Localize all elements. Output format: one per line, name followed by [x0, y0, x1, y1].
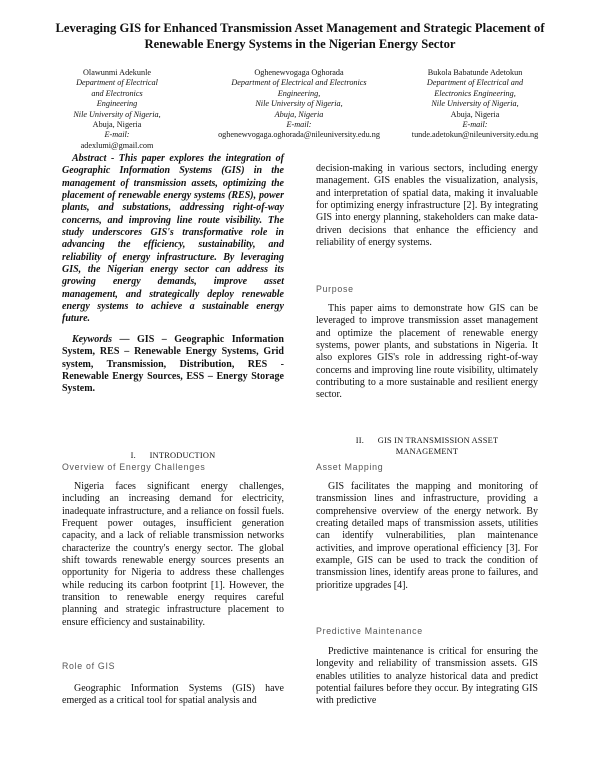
author-affiliation-line: Nile University of Nigeria, [73, 109, 161, 119]
section-heading-line: MANAGEMENT [395, 446, 459, 456]
author-affiliation-line: Engineering, [277, 88, 321, 98]
author-affiliation-line: Department of Electrical and [426, 78, 524, 88]
author-affiliation-line: Nile University of Nigeria, [255, 99, 343, 109]
author-name: Olawunmi Adekunle [83, 68, 151, 77]
author-name: Oghenewvogaga Oghorada [254, 68, 344, 77]
body-text: Predictive maintenance is critical for ensuring the longevity and reliability of transmission assets. GIS enables utilities to analyze historical data and predict potential failures before they occur. By integrating GIS with predictive [316, 646, 538, 707]
author-email-label: E-mail: [462, 120, 488, 130]
author-block-2 [186, 68, 412, 141]
keywords-paragraph [62, 334, 284, 396]
section-heading-introduction: I. INTRODUCTION [130, 451, 216, 460]
body-text: GIS facilitates the mapping and monitoring of transmission lines and infrastructure, providing a comprehensive overview of the energy network. By creating detailed maps of transmission assets, utilities can identify vulnerabilities, plan maintenance activities, and improve operational efficiency [3]. For example, GIS can be used to track the condition of transmission lines, identify areas prone to failures, and prioritize upgrades [4]. [316, 481, 538, 591]
author-affiliation-line: Abuja, Nigeria [274, 109, 324, 119]
author-city: Abuja, Nigeria [92, 120, 142, 130]
abstract-text: Abstract - This paper explores the integration of Geographic Information Systems (GIS) in the management of transmission assets, optimizing the placement of renewable energy systems (RES), power plants, and substations, addressing right-of-way concerns, and improving line route visibility. The study underscores GIS's transformative role in advancing the efficiency, sustainability, and reliability of energy infrastructure. By leveraging GIS, the Nigerian energy sector can address its growing energy demands, improve asset management, and strategically deploy renewable energy systems to achieve a sustainable energy future. [62, 153, 284, 325]
body-text: Geographic Information Systems (GIS) have emerged as a critical tool for spatial analysis and [62, 683, 284, 707]
author-affiliation-line: Department of Electrical [76, 78, 158, 88]
keywords-label: Keywords [72, 333, 112, 345]
section2-paragraph-2 [316, 646, 538, 708]
section-heading-gis-transmission [316, 436, 538, 457]
author-email-label: E-mail: [286, 120, 312, 130]
body-text: Nigeria faces significant energy challenges, including an increasing demand for electricity, inadequate infrastructure, and a reliance on fossil fuels. Frequent power outages, insufficient generation capacity, and a lack of reliable transmission networks characterize the country's energy sector. The global shift towards renewable energy sources presents an opportunity for Nigeria to address these challenges while reducing its carbon footprint [1]. However, the transition to renewable energy requires careful planning and strategic infrastructure placement to ensure efficiency and sustainability. [62, 481, 284, 628]
keywords-text: — GIS – Geographic Information System, RES – Renewable Energy Systems, Grid system, Transmission, Distribution, RES - Renewable Energy Sources, ESS – Energy Storage System. [62, 333, 284, 395]
author-affiliation-line: Department of Electrical and Electronics [231, 78, 367, 88]
author-affiliation-line: and Electronics [91, 88, 143, 98]
author-city: Abuja, Nigeria [450, 109, 500, 119]
author-affiliation-line: Engineering [96, 99, 138, 109]
body-text: decision-making in various sectors, including energy management. GIS enables the visualization, analysis, and interpretation of spatial data, making it invaluable for optimizing energy infrastructure [2]. By integrating GIS into energy planning, stakeholders can make data-driven decisions that enhance the efficiency and reliability of energy systems. [316, 163, 538, 249]
section2-paragraph-1 [316, 481, 538, 592]
paper-title: Leveraging GIS for Enhanced Transmission Asset Management and Strategic Placement of Renewable Energy Systems in the Nigerian Energy Sector [55, 21, 545, 51]
intro-paragraph-3 [316, 303, 538, 402]
body-text: This paper aims to demonstrate how GIS can be leveraged to improve transmission asset management and optimize the placement of renewable energy systems, power plants, and substations in Nigeria. It also explores GIS's role in addressing right-of-way concerns and improving line route visibility, ultimately contributing to a more sustainable and resilient energy sector. [316, 303, 538, 401]
subheading-role-of-gis: Role of GIS [62, 661, 116, 671]
author-email: tunde.adetokun@nileuniversity.edu.ng [411, 130, 539, 140]
intro-paragraph-2 [62, 683, 284, 708]
subheading-asset-mapping: Asset Mapping [316, 462, 384, 472]
intro-paragraph-1 [62, 481, 284, 629]
subheading-purpose: Purpose [316, 284, 354, 294]
author-email-label: E-mail: [104, 130, 130, 140]
left-column [62, 153, 284, 396]
author-name: Bukola Babatunde Adetokun [427, 68, 523, 77]
author-affiliation-line: Electronics Engineering, [434, 88, 516, 98]
author-affiliation-line: Nile University of Nigeria, [431, 99, 519, 109]
author-email: oghenewvogaga.oghorada@nileuniversity.edu.ng [218, 130, 380, 140]
author-email: adexlumi@gmail.com [80, 140, 154, 150]
subheading-energy-challenges: Overview of Energy Challenges [62, 462, 206, 472]
author-block-3 [390, 68, 560, 141]
section-heading-line: II. GIS IN TRANSMISSION ASSET [355, 436, 499, 445]
intro-paragraph-2-continued [316, 163, 538, 249]
author-block-1 [62, 68, 172, 151]
subheading-predictive-maintenance: Predictive Maintenance [316, 626, 423, 636]
